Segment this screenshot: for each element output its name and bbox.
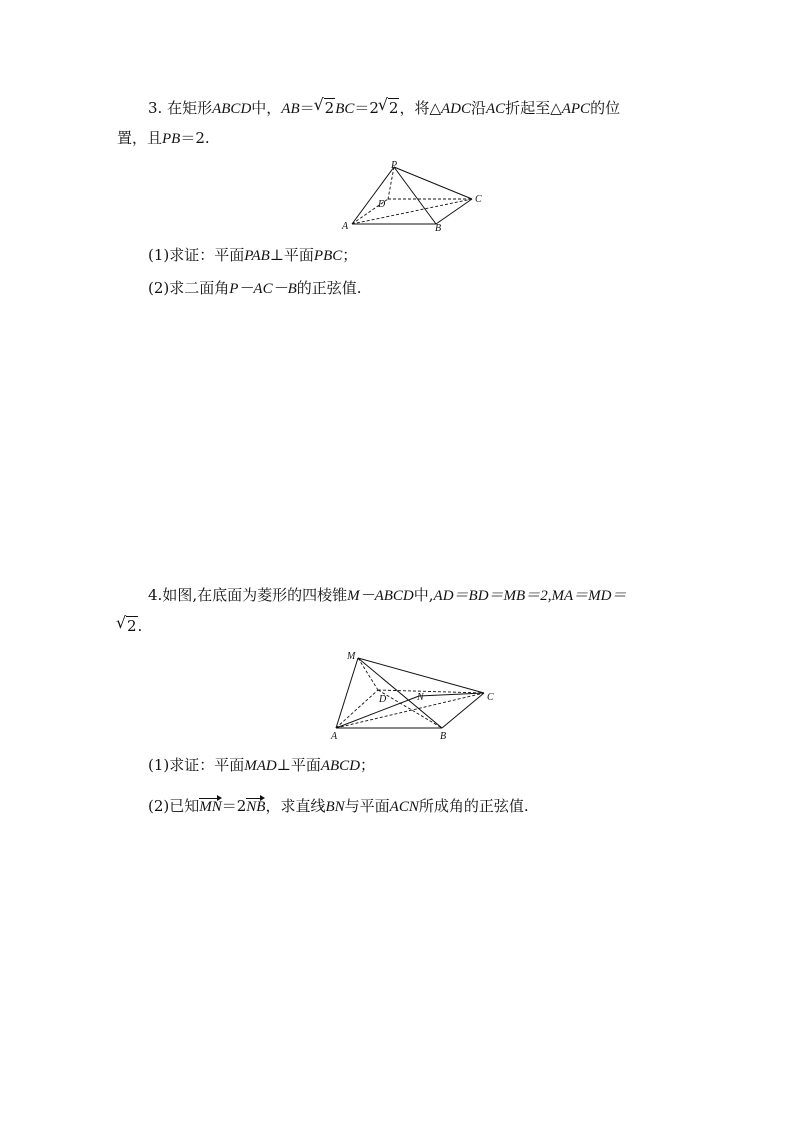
point-label-n: N [417,692,424,703]
problem4-statement-line1: 4.如图,在底面为菱形的四棱锥M－ABCD中,AD＝BD＝MB＝2,MA＝MD＝ [148,586,627,604]
sqrt-symbol: √ 2 [117,616,138,636]
edge-bc [436,199,472,224]
problem4-statement-line2: √ 2. [117,616,142,636]
vertex-label-d: D [378,199,386,210]
problem3-figure [338,158,498,238]
vector-mn: MN [199,799,222,815]
vertex-label-b: B [440,731,447,742]
vertex-label-p: P [391,160,398,171]
problem4-question2: (2)已知MN＝2NB，求直线BN与平面ACN所成角的正弦值. [148,797,529,815]
problem3-question2: (2)求二面角P－AC－B的正弦值. [148,279,362,297]
vertex-label-c: C [475,194,482,205]
problem4-number: 4. [148,586,163,604]
sqrt-symbol: √ 2 [379,98,400,118]
edge-pa [352,167,394,224]
vertex-label-c: C [487,692,494,703]
hidden-edge-dc [378,690,484,693]
hidden-edge-ac [336,693,484,728]
vertex-label-a: A [342,221,349,232]
problem3-number: 3. [148,99,163,117]
vertex-label-d: D [379,694,387,705]
segment-an [336,696,419,728]
vertex-label-m: M [347,651,356,662]
problem3-statement-line1: 3. 在矩形ABCD中，AB＝√ 2BC＝2√ 2，将△ADC沿AC折起至△APC的位 [148,98,620,119]
vertex-label-a: A [331,731,338,742]
vertex-label-b: B [435,223,442,234]
sqrt-symbol: √ 2 [315,98,336,118]
problem3-question1: (1)求证：平面PAB⊥平面PBC； [148,246,358,264]
edge-mb [358,658,442,728]
vector-nb: NB [246,799,266,815]
problem4-question1: (1)求证：平面MAD⊥平面ABCD； [148,756,376,774]
problem3-statement-line2: 置，且PB＝2. [117,129,210,147]
problem4-figure [328,648,498,743]
